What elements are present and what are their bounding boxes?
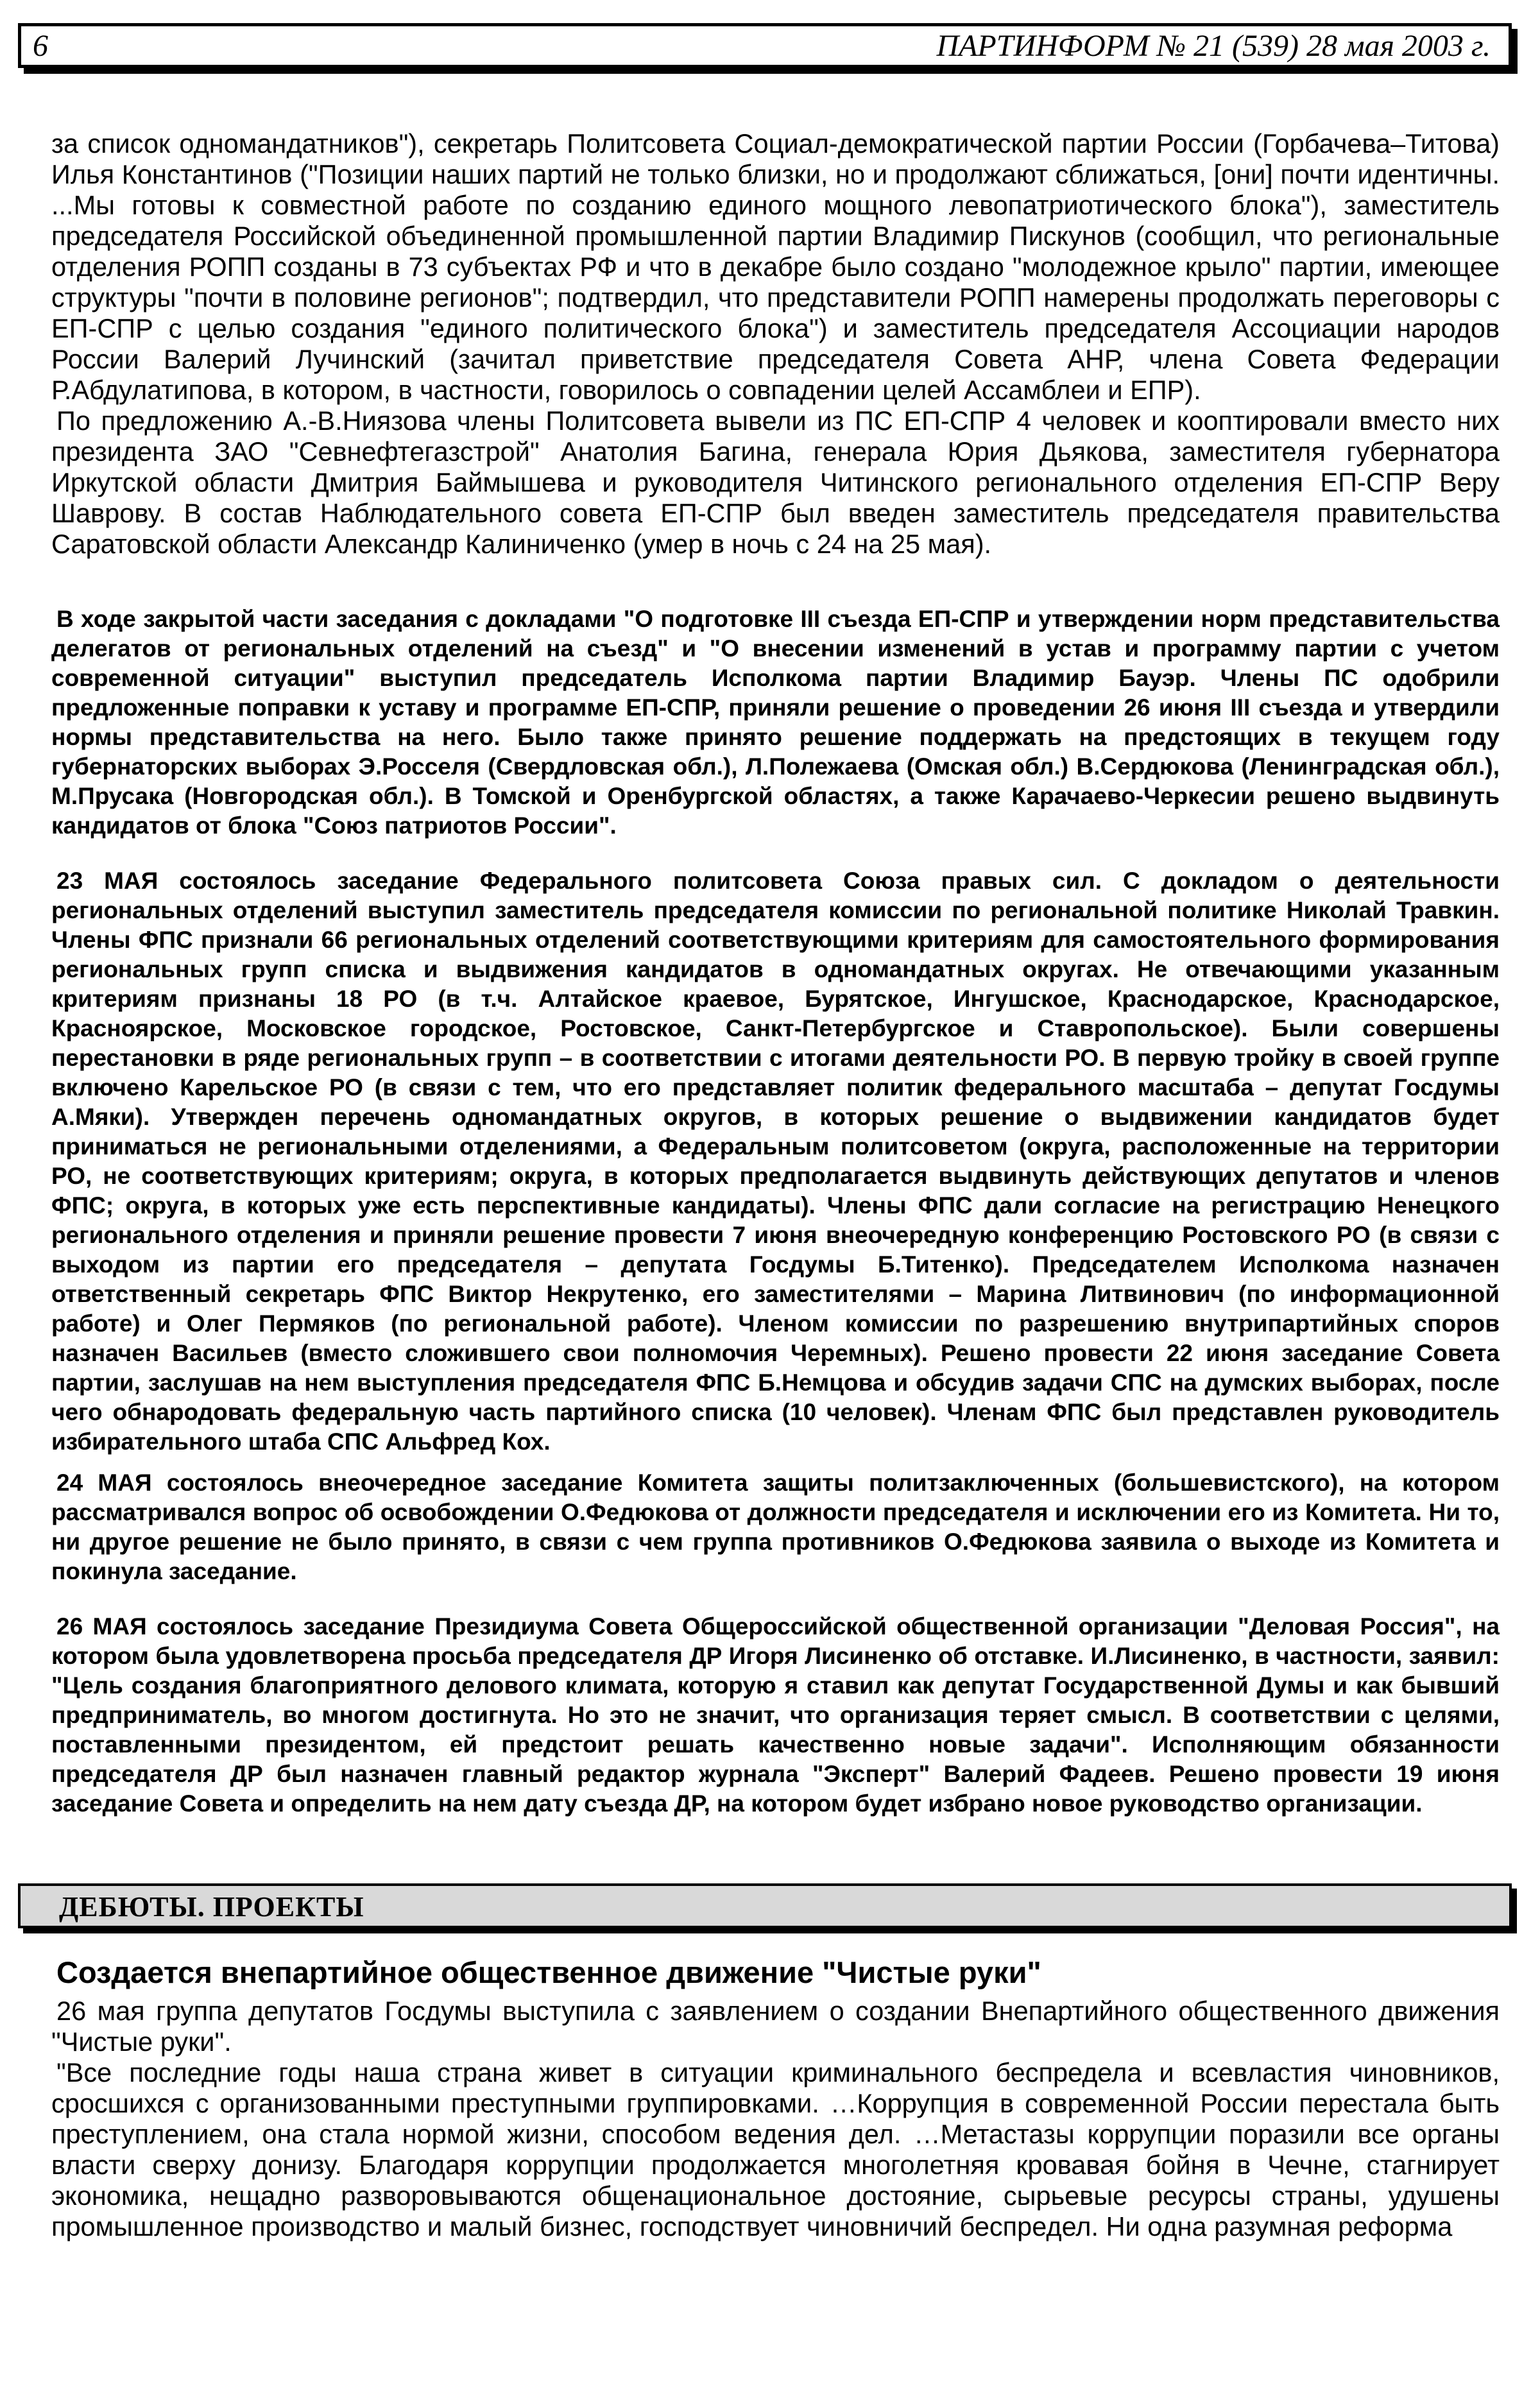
article-text: [51, 1996, 1500, 2242]
article-paragraph: 26 мая группа депутатов Госдумы выступила с заявлением о создании Внепартийного общественного движения "Чистые руки".: [51, 1996, 1500, 2057]
intro-text: [51, 128, 1500, 560]
news-paragraph: 24 МАЯ состоялось внеочередное заседание Комитета защиты политзаключенных (большевистского), на котором рассматривался вопрос об освобождении О.Федюкова от должности председателя и исключении его из Комитета. Ни то, ни другое решение не было принято, в связи с чем группа противников О.Федюкова заявила о выходе из Комитета и покинула заседание.: [51, 1469, 1500, 1584]
page-number: 6: [33, 29, 48, 63]
issue-line: ПАРТИНФОРМ № 21 (539) 28 мая 2003 г.: [936, 29, 1491, 63]
intro-paragraph: за список одномандатников"), секретарь Политсовета Социал-демократической партии России (Горбачева–Титова) Илья Константинов ("Позиции наших партий не только близки, но и продолжают сближаться, [они] почти идентичны. ...Мы готовы к совместной работе по созданию единого мощного левопатриотического блока"), заместитель председателя Российской объединенной промышленной партии Владимир Пискунов (сообщил, что региональные отделения РОПП созданы в 73 субъектах РФ и что в декабре было создано "молодежное крыло" партии, имеющее структуры "почти в половине регионов"; подтвердил, что представители РОПП намерены продолжать переговоры с ЕП-СПР с целью создания "единого политического блока") и заместитель председателя Ассоциации народов России Валерий Лучинский (зачитал приветствие председателя Совета АНР, члена Совета Федерации Р.Абдулатипова, в котором, в частности, говорилось о совпадении целей Ассамблеи и ЕПР).: [51, 128, 1500, 405]
article-paragraph: "Все последние годы наша страна живет в ситуации криминального беспредела и всевластия чиновников, сросшихся с организованными преступными группировками. …Коррупция в современной России перестала быть преступлением, она стала нормой жизни, способом ведения дел. …Метастазы коррупции поразили все органы власти сверху донизу. Благодаря коррупции продолжается многолетняя кровавая бойня в Чечне, стагнирует экономика, нещадно разворовываются общенациональное достояние, сырьевые ресурсы страны, удушены промышленное производство и малый бизнес, господствует чиновничий беспредел. Ни одна разумная реформа: [51, 2057, 1500, 2241]
closed-session-report: [51, 604, 1500, 841]
intro-paragraph: По предложению А.-В.Ниязова члены Политсовета вывели из ПС ЕП-СПР 4 человек и кооптировали вместо них президента ЗАО "Севнефтегазстрой" Анатолия Багина, генерала Юрия Дьякова, заместителя губернатора Иркутской области Дмитрия Баймышева и руководителя Читинского регионального отделения ЕП-СПР Веру Шаврову. В состав Наблюдательного совета ЕП-СПР был введен заместитель председателя правительства Саратовской области Александр Калиниченко (умер в ночь с 24 на 25 мая).: [51, 406, 1500, 559]
running-header: [18, 23, 1512, 68]
may23-report: [51, 866, 1500, 1457]
article-headline: Создается внепартийное общественное движение "Чистые руки": [56, 1955, 1041, 1989]
news-paragraph: 26 МАЯ состоялось заседание Президиума Совета Общероссийской общественной организации "Деловая Россия", на котором была удовлетворена просьба председателя ДР Игоря Лисиненко об отставке. И.Лисиненко, в частности, заявил: "Цель создания благоприятного делового климата, которую я ставил как депутат Государственной Думы и как бывший предприниматель, во многом достигнута. Но это не значит, что организация теряет смысл. В соответствии с целями, поставленными президентом, ей предстоит решать качественно новые задачи". Исполняющим обязанности председателя ДР был назначен главный редактор журнала "Эксперт" Валерий Фадеев. Решено провести 19 июня заседание Совета и определить на нем дату съезда ДР, на котором будет избрано новое руководство организации.: [51, 1613, 1500, 1817]
news-paragraph: 23 МАЯ состоялось заседание Федерального политсовета Союза правых сил. С докладом о деятельности региональных отделений выступил заместитель председателя комиссии по региональной политике Николай Травкин. Члены ФПС признали 66 региональных отделений соответствующими критериям для самостоятельного формирования региональных групп списка и выдвижения кандидатов в одномандатных округах. Не отвечающими указанным критериям признаны 18 РО (в т.ч. Алтайское краевое, Бурятское, Ингушское, Краснодарское, Краснодарское, Красноярское, Московское городское, Ростовское, Санкт-Петербургское и Ставропольское). Были совершены перестановки в ряде региональных групп – в соответствии с итогами деятельности РО. В первую тройку в своей группе включено Карельское РО (в связи с тем, что его представляет политик федерального масштаба – депутат Госдумы А.Мяки). Утвержден перечень одномандатных округов, в которых решение о выдвижении кандидатов будет приниматься не региональными отделениями, а Федеральным политсоветом (округа, расположенные на территории РО, не соответствующих критериям; округа, в которых предполагается выдвинуть действующих депутатов и членов ФПС; округа, в которых уже есть перспективные кандидаты). Члены ФПС дали согласие на регистрацию Ненецкого регионального отделения и приняли решение провести 7 июня внеочередную конференцию Ростовского РО (в связи с выходом из партии его председателя – депутата Госдумы Б.Титенко). Председателем Исполкома назначен ответственный секретарь ФПС Виктор Некрутенко, его заместителями – Марина Литвинович (по информационной работе) и Олег Пермяков (по региональной работе). Членом комиссии по разрешению внутрипартийных споров назначен Васильев (вместо сложившего свои полномочия Черемных). Решено провести 22 июня заседание Совета партии, заслушав на нем выступления председателя ФПС Б.Немцова и обсудив задачи СПС на думских выборах, после чего обнародовать федеральную часть партийного списка (10 человек). Членам ФПС был представлен руководитель избирательного штаба СПС Альфред Кох.: [51, 868, 1500, 1455]
may26-report: [51, 1612, 1500, 1819]
may24-report: [51, 1468, 1500, 1586]
section-title: ДЕБЮТЫ. ПРОЕКТЫ: [59, 1891, 364, 1923]
section-header: [18, 1883, 1512, 1928]
news-paragraph: В ходе закрытой части заседания с докладами "О подготовке III съезда ЕП-СПР и утверждении норм представительства делегатов от региональных отделений на съезд" и "О внесении изменений в устав и программу партии с учетом современной ситуации" выступил председатель Исполкома партии Владимир Бауэр. Члены ПС одобрили предложенные поправки к уставу и программе ЕП-СПР, приняли решение о проведении 26 июня III съезда и утвердили нормы представительства на него. Было также принято решение поддержать на предстоящих в текущем году губернаторских выборах Э.Росселя (Свердловская обл.), Л.Полежаева (Омская обл.) В.Сердюкова (Ленинградская обл.), М.Прусака (Новгородская обл.). В Томской и Оренбургской областях, а также Карачаево-Черкесии решено выдвинуть кандидатов от блока "Союз патриотов России".: [51, 606, 1500, 839]
